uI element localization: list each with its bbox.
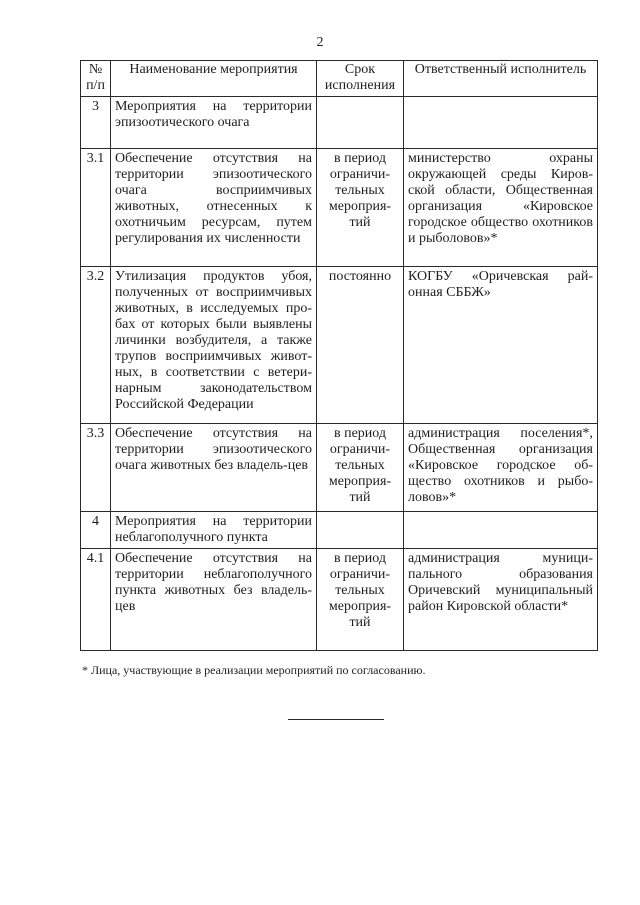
- end-divider: [288, 719, 384, 720]
- row-term: в период ограничи-тельных мероприя-тий: [317, 149, 404, 267]
- table-row: [81, 549, 598, 651]
- table-row: [81, 424, 598, 512]
- row-num: 3.2: [81, 267, 111, 424]
- footnote: * Лица, участвующие в реализации мероприятий по согласованию.: [82, 663, 426, 677]
- page-number: 2: [316, 35, 324, 50]
- row-measure-name: Обеспечение отсутствия на территории неблагополучного пункта животных без владель-цев: [111, 549, 317, 651]
- row-term: [317, 97, 404, 149]
- row-term: в период ограничи-тельных мероприя-тий: [317, 424, 404, 512]
- header-num: № п/п: [81, 61, 111, 97]
- row-num: 4.1: [81, 549, 111, 651]
- table-header-row: [81, 61, 598, 97]
- row-responsible: [404, 97, 598, 149]
- table-row: [81, 512, 598, 549]
- table-row: [81, 97, 598, 149]
- row-measure-name: Мероприятия на территории эпизоотического очага: [111, 97, 317, 149]
- row-responsible: администрация муници-пального образования Оричевский муниципальный район Кировской области*: [404, 549, 598, 651]
- row-measure-name: Обеспечение отсутствия на территории эпизоотического очага животных без владель-цев: [111, 424, 317, 512]
- header-name: Наименование мероприятия: [111, 61, 317, 97]
- table-row: [81, 149, 598, 267]
- row-measure-name: Утилизация продуктов убоя, полученных от восприимчивых животных, в исследуемых про-бах от которых были выявлены личинки возбудителя, а также трупов восприимчивых живот-ных, в соответствии с ветери-нарным законодательством Российской Федерации: [111, 267, 317, 424]
- row-num: 3.1: [81, 149, 111, 267]
- row-term: [317, 512, 404, 549]
- measures-table: [80, 60, 598, 651]
- header-term: Срок исполнения: [317, 61, 404, 97]
- row-num: 3.3: [81, 424, 111, 512]
- row-num: 4: [81, 512, 111, 549]
- row-responsible: администрация поселения*, Общественная организация «Кировское городское об-щество охотников и рыбо-ловов»*: [404, 424, 598, 512]
- row-term: в период ограничи-тельных мероприя-тий: [317, 549, 404, 651]
- header-responsible: Ответственный исполнитель: [404, 61, 598, 97]
- table-row: [81, 267, 598, 424]
- row-measure-name: Мероприятия на территории неблагополучного пункта: [111, 512, 317, 549]
- row-measure-name: Обеспечение отсутствия на территории эпизоотического очага восприимчивых животных, отнесенных к охотничьим ресурсам, путем регулирования их численности: [111, 149, 317, 267]
- row-term: постоянно: [317, 267, 404, 424]
- row-responsible: КОГБУ «Оричевская рай-онная СББЖ»: [404, 267, 598, 424]
- row-responsible: министерство охраны окружающей среды Киров-ской области, Общественная организация «Кировское городское общество охотников и рыболовов»*: [404, 149, 598, 267]
- row-num: 3: [81, 97, 111, 149]
- row-responsible: [404, 512, 598, 549]
